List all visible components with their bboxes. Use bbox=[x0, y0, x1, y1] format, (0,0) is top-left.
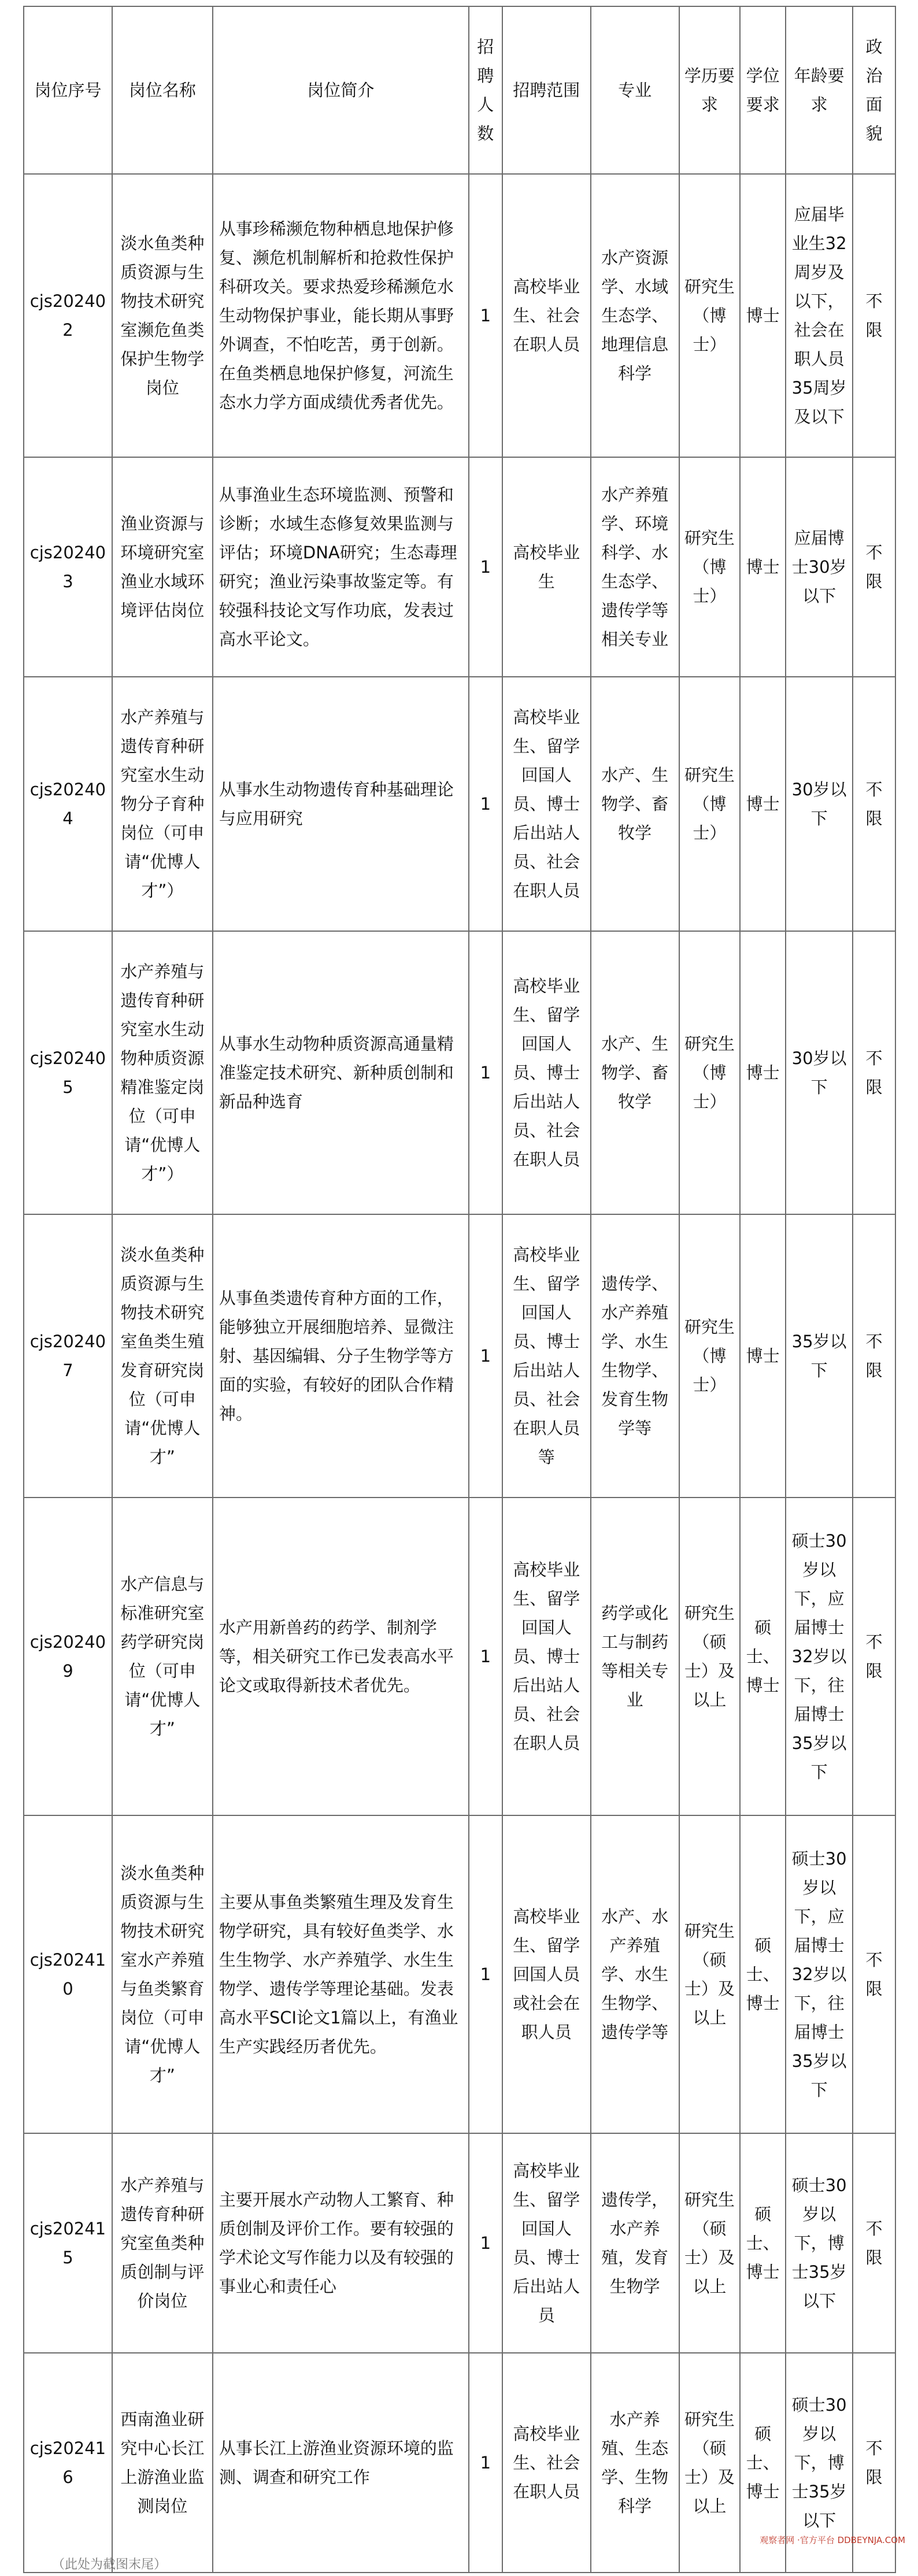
cell-name: 淡水鱼类种质资源与生物技术研究室水产养殖与鱼类繁育岗位（可申请“优博人才” bbox=[112, 1815, 213, 2133]
header-cell: 岗位序号 bbox=[24, 6, 112, 174]
cell-degree: 硕士、博士 bbox=[740, 1498, 786, 1815]
table-header-row bbox=[24, 6, 895, 174]
table-row bbox=[24, 1214, 895, 1498]
cell-politics: 不限 bbox=[853, 1815, 895, 2133]
cell-name: 西南渔业研究中心长江上游渔业监测岗位 bbox=[112, 2353, 213, 2573]
cell-scope: 高校毕业生 bbox=[502, 457, 591, 677]
cell-edu: 研究生（硕士）及以上 bbox=[679, 1815, 740, 2133]
watermark: 观察者网 ·官方平台 DDBEYNJA.COM bbox=[760, 2535, 905, 2545]
cell-name: 渔业资源与环境研究室渔业水域环境评估岗位 bbox=[112, 457, 213, 677]
cell-num: 1 bbox=[469, 1815, 502, 2133]
cell-edu: 研究生（硕士）及以上 bbox=[679, 1498, 740, 1815]
cell-name: 淡水鱼类种质资源与生物技术研究室鱼类生殖发育研究岗位（可申请“优博人才” bbox=[112, 1214, 213, 1498]
cell-scope: 高校毕业生、社会在职人员 bbox=[502, 2353, 591, 2573]
header-cell: 政治面貌 bbox=[853, 6, 895, 174]
cell-edu: 研究生（硕士）及以上 bbox=[679, 2133, 740, 2353]
cell-num: 1 bbox=[469, 1214, 502, 1498]
cell-age: 30岁以下 bbox=[786, 931, 853, 1214]
cell-major: 水产、水产养殖学、水生生物学、遗传学等 bbox=[591, 1815, 679, 2133]
job-table bbox=[23, 6, 896, 2573]
cell-id: cjs202407 bbox=[24, 1214, 112, 1498]
cell-age: 硕士30岁以下，应届博士32岁以下，往届博士35岁以下 bbox=[786, 1815, 853, 2133]
cell-politics: 不限 bbox=[853, 1498, 895, 1815]
cell-age: 应届毕业生32周岁及以下，社会在职人员35周岁及以下 bbox=[786, 174, 853, 457]
cell-age: 35岁以下 bbox=[786, 1214, 853, 1498]
cell-age: 硕士30岁以下，应届博士32岁以下，往届博士35岁以下 bbox=[786, 1498, 853, 1815]
cell-scope: 高校毕业生、留学回国人员、博士后出站人员、社会在职人员 bbox=[502, 677, 591, 931]
header-cell: 招聘范围 bbox=[502, 6, 591, 174]
cell-politics: 不限 bbox=[853, 2133, 895, 2353]
cell-edu: 研究生（博士） bbox=[679, 174, 740, 457]
header-cell: 学位要求 bbox=[740, 6, 786, 174]
cell-id: cjs202402 bbox=[24, 174, 112, 457]
cell-num: 1 bbox=[469, 2133, 502, 2353]
cell-age: 硕士30岁以下，博士35岁以下 bbox=[786, 2133, 853, 2353]
table-row bbox=[24, 2133, 895, 2353]
header-cell: 学历要求 bbox=[679, 6, 740, 174]
cell-edu: 研究生（硕士）及以上 bbox=[679, 2353, 740, 2573]
cell-age: 硕士30岁以下，博士35岁以下 bbox=[786, 2353, 853, 2573]
cell-politics: 不限 bbox=[853, 174, 895, 457]
cell-politics: 不限 bbox=[853, 1214, 895, 1498]
cell-major: 水产、生物学、畜牧学 bbox=[591, 677, 679, 931]
cell-id: cjs202405 bbox=[24, 931, 112, 1214]
cell-name: 淡水鱼类种质资源与生物技术研究室濒危鱼类保护生物学岗位 bbox=[112, 174, 213, 457]
cell-desc: 水产用新兽药的药学、制剂学等，相关研究工作已发表高水平论文或取得新技术者优先。 bbox=[213, 1498, 469, 1815]
header-cell: 岗位名称 bbox=[112, 6, 213, 174]
table-row bbox=[24, 1815, 895, 2133]
header-cell: 专业 bbox=[591, 6, 679, 174]
cell-num: 1 bbox=[469, 1498, 502, 1815]
cell-id: cjs202416 bbox=[24, 2353, 112, 2573]
header-cell: 年龄要求 bbox=[786, 6, 853, 174]
cell-id: cjs202410 bbox=[24, 1815, 112, 2133]
cell-age: 应届博士30岁以下 bbox=[786, 457, 853, 677]
cell-scope: 高校毕业生、留学回国人员、博士后出站人员、社会在职人员 bbox=[502, 1498, 591, 1815]
cell-desc: 主要从事鱼类繁殖生理及发育生物学研究，具有较好鱼类学、水生生物学、水产养殖学、水生生物学、遗传学等理论基础。发表高水平SCI论文1篇以上，有渔业生产实践经历者优先。 bbox=[213, 1815, 469, 2133]
cell-desc: 从事长江上游渔业资源环境的监测、调查和研究工作 bbox=[213, 2353, 469, 2573]
cell-major: 遗传学、水产养殖学、水生生物学、发育生物学等 bbox=[591, 1214, 679, 1498]
table-row bbox=[24, 174, 895, 457]
cell-scope: 高校毕业生、留学回国人员或社会在职人员 bbox=[502, 1815, 591, 2133]
cell-degree: 硕士、博士 bbox=[740, 2353, 786, 2573]
cell-politics: 不限 bbox=[853, 931, 895, 1214]
cell-major: 药学或化工与制药等相关专业 bbox=[591, 1498, 679, 1815]
cell-name: 水产养殖与遗传育种研究室鱼类种质创制与评价岗位 bbox=[112, 2133, 213, 2353]
cell-scope: 高校毕业生、留学回国人员、博士后出站人员、社会在职人员 bbox=[502, 931, 591, 1214]
cell-num: 1 bbox=[469, 677, 502, 931]
cell-major: 水产养殖、生态学、生物科学 bbox=[591, 2353, 679, 2573]
footer-note: （此处为截图末尾） bbox=[52, 2558, 167, 2572]
cell-degree: 硕士、博士 bbox=[740, 1815, 786, 2133]
cell-desc: 从事水生动物遗传育种基础理论与应用研究 bbox=[213, 677, 469, 931]
cell-desc: 从事鱼类遗传育种方面的工作，能够独立开展细胞培养、显微注射、基因编辑、分子生物学等方面的实验，有较好的团队合作精神。 bbox=[213, 1214, 469, 1498]
cell-edu: 研究生（博士） bbox=[679, 931, 740, 1214]
cell-id: cjs202415 bbox=[24, 2133, 112, 2353]
header-cell: 岗位简介 bbox=[213, 6, 469, 174]
cell-edu: 研究生（博士） bbox=[679, 457, 740, 677]
header-cell: 招聘人数 bbox=[469, 6, 502, 174]
cell-num: 1 bbox=[469, 174, 502, 457]
cell-degree: 博士 bbox=[740, 457, 786, 677]
cell-major: 水产资源学、水域生态学、地理信息科学 bbox=[591, 174, 679, 457]
cell-politics: 不限 bbox=[853, 457, 895, 677]
table-row bbox=[24, 457, 895, 677]
cell-degree: 博士 bbox=[740, 1214, 786, 1498]
cell-major: 遗传学，水产养殖，发育生物学 bbox=[591, 2133, 679, 2353]
cell-num: 1 bbox=[469, 931, 502, 1214]
cell-name: 水产养殖与遗传育种研究室水生动物种质资源精准鉴定岗位（可申请“优博人才”） bbox=[112, 931, 213, 1214]
cell-desc: 从事水生动物种质资源高通量精准鉴定技术研究、新种质创制和新品种选育 bbox=[213, 931, 469, 1214]
cell-degree: 硕士、博士 bbox=[740, 2133, 786, 2353]
cell-desc: 从事渔业生态环境监测、预警和诊断；水域生态修复效果监测与评估；环境DNA研究；生态毒理研究；渔业污染事故鉴定等。有较强科技论文写作功底，发表过高水平论文。 bbox=[213, 457, 469, 677]
cell-name: 水产养殖与遗传育种研究室水生动物分子育种岗位（可申请“优博人才”） bbox=[112, 677, 213, 931]
table-row bbox=[24, 931, 895, 1214]
cell-major: 水产、生物学、畜牧学 bbox=[591, 931, 679, 1214]
cell-id: cjs202409 bbox=[24, 1498, 112, 1815]
cell-id: cjs202404 bbox=[24, 677, 112, 931]
cell-scope: 高校毕业生、留学回国人员、博士后出站人员 bbox=[502, 2133, 591, 2353]
cell-num: 1 bbox=[469, 2353, 502, 2573]
cell-degree: 博士 bbox=[740, 677, 786, 931]
cell-age: 30岁以下 bbox=[786, 677, 853, 931]
table-row bbox=[24, 1498, 895, 1815]
cell-num: 1 bbox=[469, 457, 502, 677]
cell-major: 水产养殖学、环境科学、水生态学、遗传学等相关专业 bbox=[591, 457, 679, 677]
cell-edu: 研究生（博士） bbox=[679, 677, 740, 931]
cell-desc: 从事珍稀濒危物种栖息地保护修复、濒危机制解析和抢救性保护科研攻关。要求热爱珍稀濒危水生动物保护事业，能长期从事野外调查，不怕吃苦，勇于创新。在鱼类栖息地保护修复，河流生态水力学方面成绩优秀者优先。 bbox=[213, 174, 469, 457]
cell-scope: 高校毕业生、社会在职人员 bbox=[502, 174, 591, 457]
cell-degree: 博士 bbox=[740, 174, 786, 457]
cell-scope: 高校毕业生、留学回国人员、博士后出站人员、社会在职人员等 bbox=[502, 1214, 591, 1498]
cell-politics: 不限 bbox=[853, 2353, 895, 2573]
cell-id: cjs202403 bbox=[24, 457, 112, 677]
cell-edu: 研究生（博士） bbox=[679, 1214, 740, 1498]
cell-name: 水产信息与标准研究室药学研究岗位（可申请“优博人才” bbox=[112, 1498, 213, 1815]
table-row bbox=[24, 677, 895, 931]
cell-degree: 博士 bbox=[740, 931, 786, 1214]
cell-desc: 主要开展水产动物人工繁育、种质创制及评价工作。要有较强的学术论文写作能力以及有较强的事业心和责任心 bbox=[213, 2133, 469, 2353]
cell-politics: 不限 bbox=[853, 677, 895, 931]
